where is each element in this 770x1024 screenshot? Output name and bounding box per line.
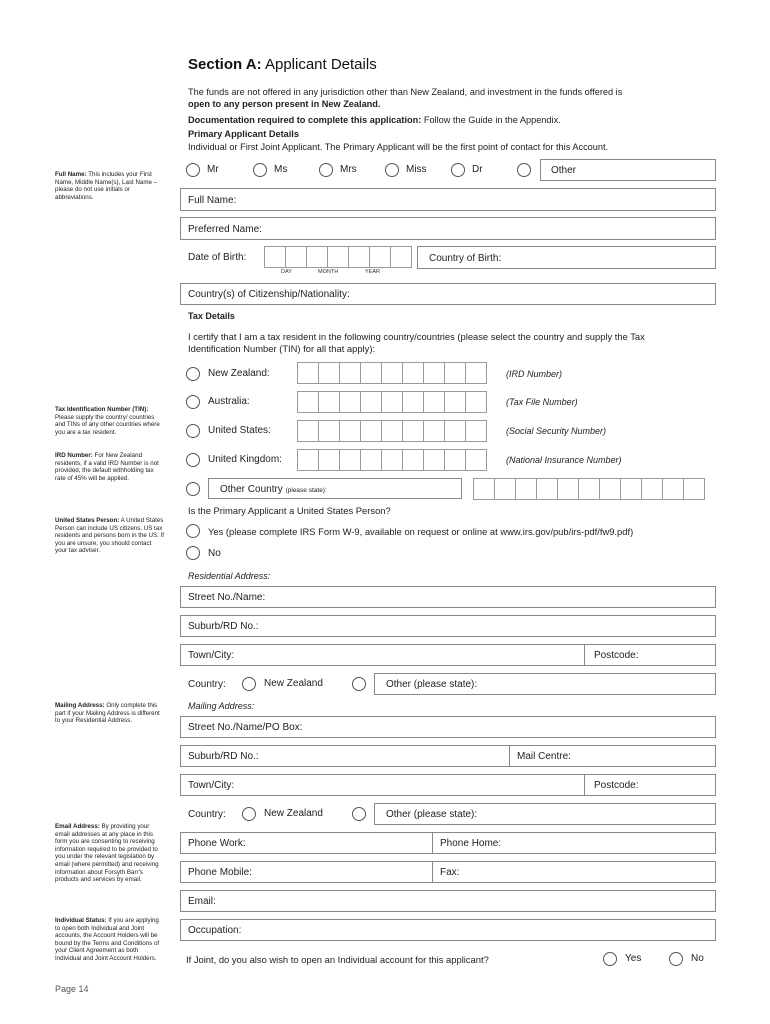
mail-nz-radio[interactable]: [242, 807, 256, 821]
title-other-radio[interactable]: [517, 163, 531, 177]
tax-au-label: Australia:: [208, 396, 250, 407]
tax-au-radio[interactable]: [186, 395, 200, 409]
full-name-label: Full Name:: [188, 195, 237, 206]
phone-mobile-label: Phone Mobile:: [188, 867, 252, 878]
res-street-field[interactable]: [180, 586, 716, 608]
res-suburb-label: Suburb/RD No.:: [188, 621, 259, 632]
mail-other-label: Other (please state):: [386, 809, 478, 820]
tax-other-country-label: Other Country (please state):: [220, 484, 327, 495]
full-name-field[interactable]: [180, 188, 716, 211]
nin-label: (National Insurance Number): [506, 455, 622, 465]
mail-other-field[interactable]: [374, 803, 716, 825]
occupation-field[interactable]: [180, 919, 716, 941]
tax-line2: Identification Number (TIN) for all that apply):: [188, 343, 376, 354]
ird-number-cells[interactable]: [297, 362, 486, 384]
sidebar-full-name-note: Full Name: This includes your First Name, Middle Name(s), Last Name – please do not use initials or abbreviations.: [55, 171, 158, 201]
primary-line: Individual or First Joint Applicant. The Primary Applicant will be the first point of contact for this Account.: [188, 142, 609, 152]
title-ms-radio[interactable]: [253, 163, 267, 177]
tax-us-label: United States:: [208, 425, 271, 436]
occupation-label: Occupation:: [188, 925, 242, 936]
title-mrs-radio[interactable]: [319, 163, 333, 177]
sidebar-email-note: Email Address: By providing your email addresses at any place in this form you are consenting to receiving information required to be provided to you under the relevant legislation by email (where permitted) and receiving information about Forsyth Barr's products and services by email.: [55, 823, 159, 884]
joint-yes-radio[interactable]: [603, 952, 617, 966]
tax-nz-label: New Zealand:: [208, 368, 270, 379]
mail-country-label: Country:: [188, 809, 226, 820]
joint-yes-label: Yes: [625, 953, 642, 964]
res-nz-label: New Zealand: [264, 678, 323, 689]
title-other-label: Other: [551, 165, 577, 176]
res-postcode-field[interactable]: [584, 644, 716, 666]
page-title: Section A: Applicant Details: [188, 56, 377, 73]
dob-label: Date of Birth:: [188, 252, 247, 263]
fax-label: Fax:: [440, 867, 460, 878]
phone-home-label: Phone Home:: [440, 838, 502, 849]
nin-cells[interactable]: [297, 449, 486, 471]
res-street-label: Street No./Name:: [188, 592, 266, 603]
title-mr-label: Mr: [207, 164, 219, 175]
mail-street-label: Street No./Name/PO Box:: [188, 722, 303, 733]
phone-work-label: Phone Work:: [188, 838, 246, 849]
sidebar-tin-note: Tax Identification Number (TIN): Please supply the country/ countries and TINs of any other countries where you are a tax resident.: [55, 406, 160, 436]
sidebar-us-person-note: United States Person: A United States Person can include US citizens, US tax residents and persons born in the US. If you are unsure, you should contact your tax adviser.: [55, 517, 165, 555]
country-of-birth-label: Country of Birth:: [429, 253, 502, 264]
intro-line1: The funds are not offered in any jurisdiction other than New Zealand, and investment in the funds offered is: [188, 87, 623, 97]
res-town-label: Town/City:: [188, 650, 235, 661]
dob-month-label: MONTH: [318, 269, 339, 275]
title-dr-radio[interactable]: [451, 163, 465, 177]
us-person-yes-label: Yes (please complete IRS Form W-9, available on request or online at www.irs.gov/pub/irs-pdf/fw9.pdf): [208, 526, 634, 537]
title-ms-label: Ms: [274, 164, 288, 175]
other-tin-cells[interactable]: [473, 478, 704, 500]
sidebar-individual-status-note: Individual Status: If you are applying to open both Individual and Joint accounts, the Account Holders will be bound by the Terms and Conditions of your Client Agreement as both Individual and Joint Account Holders.: [55, 917, 160, 962]
mail-suburb-field[interactable]: [180, 745, 510, 767]
mail-other-radio[interactable]: [352, 807, 366, 821]
citizenship-field[interactable]: [180, 283, 716, 305]
mailing-heading: Mailing Address:: [188, 701, 255, 711]
email-label: Email:: [188, 896, 216, 907]
mail-town-label: Town/City:: [188, 780, 235, 791]
sidebar-mailing-note: Mailing Address: Only complete this part if your Mailing Address is different to your Residential Address.: [55, 702, 160, 725]
joint-no-label: No: [691, 953, 704, 964]
email-field[interactable]: [180, 890, 716, 912]
phone-home-field[interactable]: [432, 832, 716, 854]
res-postcode-label: Postcode:: [594, 650, 639, 661]
res-other-radio[interactable]: [352, 677, 366, 691]
title-mrs-label: Mrs: [340, 164, 357, 175]
res-nz-radio[interactable]: [242, 677, 256, 691]
dob-year-label: YEAR: [365, 269, 380, 275]
dob-day-label: DAY: [281, 269, 292, 275]
title-mr-radio[interactable]: [186, 163, 200, 177]
sidebar-ird-note: IRD Number: For New Zealand residents, if a valid IRD Number is not provided, the default withholding tax rate of 45% will be applied.: [55, 452, 159, 482]
title-other-field[interactable]: [540, 159, 716, 181]
tfn-label: (Tax File Number): [506, 397, 578, 407]
citizenship-label: Country(s) of Citizenship/Nationality:: [188, 289, 350, 300]
country-of-birth-field[interactable]: [417, 246, 716, 269]
res-other-label: Other (please state):: [386, 679, 478, 690]
res-town-field[interactable]: [180, 644, 585, 666]
fax-field[interactable]: [432, 861, 716, 883]
tax-us-radio[interactable]: [186, 424, 200, 438]
joint-no-radio[interactable]: [669, 952, 683, 966]
tax-nz-radio[interactable]: [186, 367, 200, 381]
mail-suburb-label: Suburb/RD No.:: [188, 751, 259, 762]
title-miss-radio[interactable]: [385, 163, 399, 177]
ird-number-label: (IRD Number): [506, 369, 563, 379]
preferred-name-label: Preferred Name:: [188, 224, 262, 235]
tax-uk-label: United Kingdom:: [208, 454, 282, 465]
res-other-field[interactable]: [374, 673, 716, 695]
phone-mobile-field[interactable]: [180, 861, 433, 883]
mail-nz-label: New Zealand: [264, 808, 323, 819]
tax-other-radio[interactable]: [186, 482, 200, 496]
mail-street-field[interactable]: [180, 716, 716, 738]
mail-postcode-label: Postcode:: [594, 780, 639, 791]
tfn-cells[interactable]: [297, 391, 486, 413]
us-person-question: Is the Primary Applicant a United States Person?: [188, 505, 391, 516]
mail-centre-field[interactable]: [509, 745, 716, 767]
preferred-name-field[interactable]: [180, 217, 716, 240]
ssn-cells[interactable]: [297, 420, 486, 442]
mail-postcode-field[interactable]: [584, 774, 716, 796]
primary-heading: Primary Applicant Details: [188, 129, 299, 139]
title-miss-label: Miss: [406, 164, 427, 175]
tax-other-country-field[interactable]: [208, 478, 462, 499]
title-dr-label: Dr: [472, 164, 483, 175]
us-person-no-radio[interactable]: [186, 546, 200, 560]
mail-town-field[interactable]: [180, 774, 585, 796]
ssn-label: (Social Security Number): [506, 426, 607, 436]
phone-work-field[interactable]: [180, 832, 433, 854]
dob-cells[interactable]: [264, 246, 411, 268]
residential-heading: Residential Address:: [188, 571, 271, 581]
mail-centre-label: Mail Centre:: [517, 751, 571, 762]
res-suburb-field[interactable]: [180, 615, 716, 637]
intro-line2: open to any person present in New Zealand.: [188, 99, 381, 109]
page-number: Page 14: [55, 984, 89, 994]
tax-heading: Tax Details: [188, 311, 235, 321]
tax-uk-radio[interactable]: [186, 453, 200, 467]
documentation-note: Documentation required to complete this application: Follow the Guide in the Appendix.: [188, 115, 561, 125]
us-person-no-label: No: [208, 548, 221, 559]
tax-line1: I certify that I am a tax resident in the following country/countries (please select the country and supply the Tax: [188, 331, 645, 342]
res-country-label: Country:: [188, 679, 226, 690]
us-person-yes-radio[interactable]: [186, 524, 200, 538]
joint-question: If Joint, do you also wish to open an Individual account for this applicant?: [186, 954, 489, 965]
